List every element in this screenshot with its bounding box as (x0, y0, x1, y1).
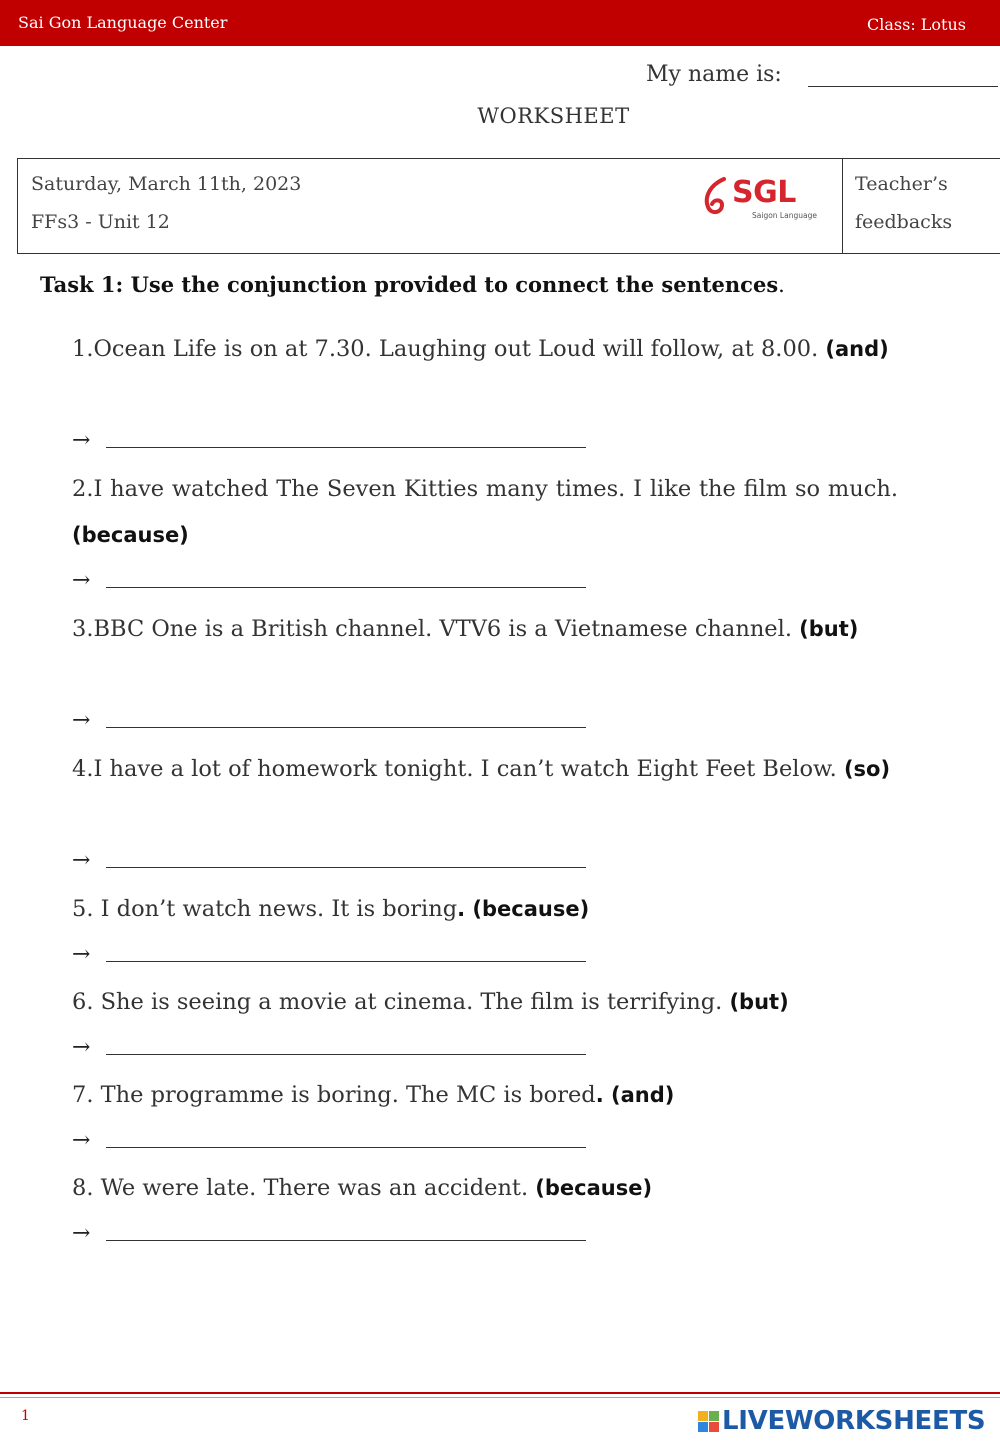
answer-line[interactable] (106, 867, 586, 868)
conjunction-hint: . (because) (457, 897, 590, 921)
question-4 (72, 746, 898, 792)
conjunction-hint: (but) (799, 617, 859, 641)
question-5 (72, 886, 898, 932)
arrow-icon: → (72, 568, 91, 593)
answer-line[interactable] (106, 587, 586, 588)
arrow-icon: → (72, 1035, 91, 1060)
question-7 (72, 1072, 898, 1118)
liveworksheets-logo[interactable] (698, 1405, 998, 1439)
question-text: 2.I have watched The Seven Kitties many times. I like the film so much. (72, 476, 898, 502)
name-input-line[interactable] (808, 86, 998, 87)
sgl-logo (702, 175, 822, 223)
arrow-icon: → (72, 428, 91, 453)
arrow-icon: → (72, 1128, 91, 1153)
conjunction-hint: . (and) (595, 1083, 675, 1107)
answer-line[interactable] (106, 727, 586, 728)
answer-8[interactable] (72, 1221, 90, 1246)
conjunction-hint: (and) (825, 337, 889, 361)
answer-4[interactable] (72, 848, 90, 873)
question-6 (72, 979, 898, 1025)
question-text: 1.Ocean Life is on at 7.30. Laughing out Loud will follow, at 8.00. (72, 336, 819, 362)
logo-text: SGL (732, 175, 796, 210)
worksheet-title: WORKSHEET (477, 104, 630, 128)
info-divider (842, 159, 843, 253)
swirl-icon (702, 175, 732, 221)
feedback-label-1: Teacher’s (855, 173, 948, 195)
question-text: 4.I have a lot of homework tonight. I can’t watch Eight Feet Below. (72, 756, 837, 782)
logo-subtext: Saigon Language (752, 211, 817, 220)
arrow-icon: → (72, 942, 91, 967)
date-text: Saturday, March 11th, 2023 (31, 173, 302, 195)
brand-text: LIVEWORKSHEETS (722, 1406, 986, 1436)
conjunction-hint: (but) (729, 990, 789, 1014)
question-text: 7. The programme is boring. The MC is bored (72, 1082, 596, 1108)
question-text: 5. I don’t watch news. It is boring (72, 896, 458, 922)
answer-line[interactable] (106, 1240, 586, 1241)
answer-3[interactable] (72, 708, 90, 733)
question-text: 8. We were late. There was an accident. (72, 1175, 529, 1201)
answer-6[interactable] (72, 1035, 90, 1060)
question-8 (72, 1165, 898, 1211)
answer-2[interactable] (72, 568, 90, 593)
answer-line[interactable] (106, 447, 586, 448)
info-box (17, 158, 1000, 254)
answer-7[interactable] (72, 1128, 90, 1153)
task-title-text: Task 1: Use the conjunction provided to connect the sentences (40, 272, 779, 297)
question-1 (72, 326, 898, 372)
answer-5[interactable] (72, 942, 90, 967)
answer-line[interactable] (106, 1147, 586, 1148)
answer-1[interactable] (72, 428, 90, 453)
arrow-icon: → (72, 848, 91, 873)
footer-divider-thin (0, 1397, 1000, 1398)
conjunction-hint: (because) (535, 1176, 653, 1200)
question-text: 6. She is seeing a movie at cinema. The film is terrifying. (72, 989, 723, 1015)
name-label: My name is: (646, 62, 782, 87)
conjunction-hint: (because) (72, 523, 189, 547)
task-title-period: . (778, 273, 785, 297)
footer-divider (0, 1392, 1000, 1394)
answer-line[interactable] (106, 1054, 586, 1055)
blocks-icon (698, 1411, 720, 1433)
center-name: Sai Gon Language Center (18, 13, 228, 32)
feedback-label-2: feedbacks (855, 211, 953, 233)
header-bar (0, 0, 1000, 46)
answer-line[interactable] (106, 961, 586, 962)
question-text: 3.BBC One is a British channel. VTV6 is a Vietnamese channel. (72, 616, 792, 642)
question-2 (72, 466, 898, 558)
task-title (40, 272, 785, 297)
page-number: 1 (21, 1408, 30, 1424)
unit-text: FFs3 - Unit 12 (31, 211, 170, 233)
arrow-icon: → (72, 708, 91, 733)
class-label: Class: Lotus (867, 15, 966, 34)
conjunction-hint: (so) (843, 757, 891, 781)
question-3 (72, 606, 898, 652)
arrow-icon: → (72, 1221, 91, 1246)
